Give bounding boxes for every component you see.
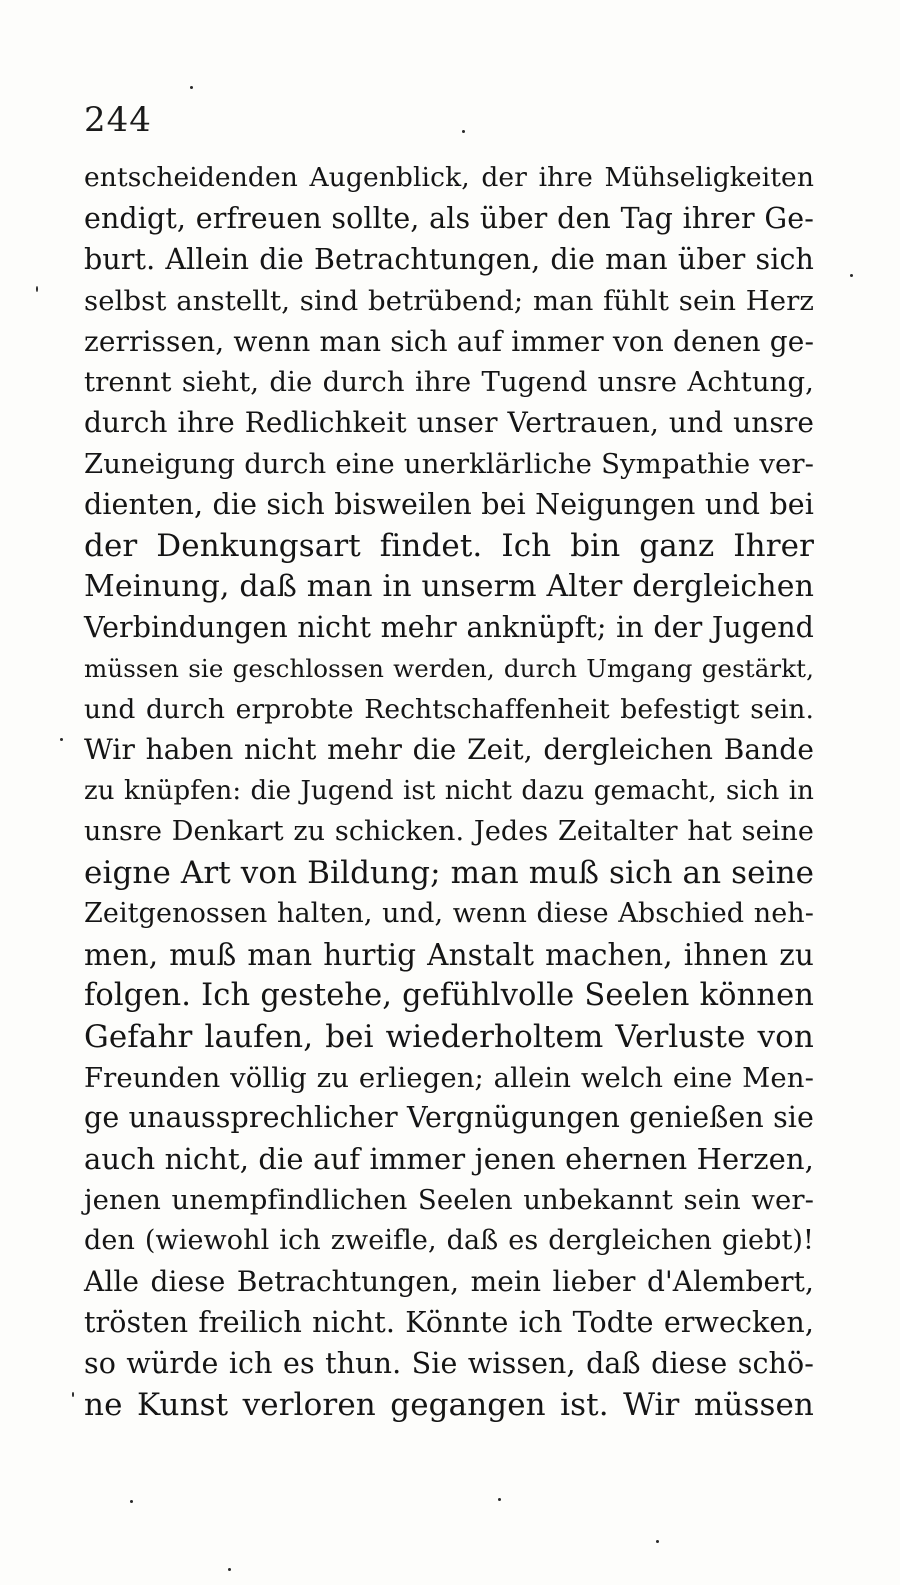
text-line: burt. Allein die Betrachtungen, die man über sich [84, 242, 814, 276]
scan-speck [850, 274, 853, 277]
text-line: auch nicht, die auf immer jenen ehernen Herzen, [84, 1142, 814, 1177]
text-line: endigt, erfreuen sollte, als über den Tag ihrer Ge- [84, 201, 814, 235]
text-line: Meinung, daß man in unserm Alter dergleichen [84, 568, 814, 604]
text-line: Wir haben nicht mehr die Zeit, dergleichen Bande [84, 733, 814, 767]
text-line: Gefahr laufen, bei wiederholtem Verluste von [84, 1018, 814, 1055]
text-line: Zuneigung durch eine unerklärliche Sympathie ver- [84, 448, 814, 481]
text-line: jenen unempfindlichen Seelen unbekannt sein wer- [84, 1184, 814, 1217]
text-line: zu knüpfen: die Jugend ist nicht dazu gemacht, sich in [84, 776, 814, 807]
text-line: men, muß man hurtig Anstalt machen, ihnen zu [84, 937, 814, 972]
scan-speck [498, 1498, 501, 1501]
text-line: dienten, die sich bisweilen bei Neigungen und bei [84, 488, 814, 522]
text-line: Zeitgenossen halten, und, wenn diese Abschied neh- [84, 898, 814, 930]
scan-speck [462, 130, 465, 133]
text-line: so würde ich es thun. Sie wissen, daß diese schö- [84, 1346, 814, 1380]
text-line: trösten freilich nicht. Könnte ich Todte erwecken, [84, 1305, 814, 1339]
text-line: entscheidenden Augenblick, der ihre Mühseligkeiten [84, 162, 814, 193]
text-line: eigne Art von Bildung; man muß sich an seine [84, 855, 815, 892]
text-line: den (wiewohl ich zweifle, daß es dergleichen giebt)! [84, 1225, 814, 1257]
text-line: ge unaussprechlicher Vergnügungen genießen sie [84, 1101, 814, 1135]
page-number: 244 [84, 100, 152, 140]
scan-speck [130, 1500, 133, 1503]
text-line: ne Kunst verloren gegangen ist. Wir müssen [84, 1386, 814, 1423]
scan-speck [228, 1568, 231, 1571]
text-line: trennt sieht, die durch ihre Tugend unsre Achtung, [84, 366, 814, 399]
scan-speck [60, 738, 63, 741]
text-line: durch ihre Redlichkeit unser Vertrauen, und unsre [84, 406, 814, 440]
text-line: zerrissen, wenn man sich auf immer von denen ge- [84, 324, 814, 358]
text-line: Alle diese Betrachtungen, mein lieber d'Alembert, [84, 1265, 814, 1299]
scan-speck [190, 86, 193, 89]
text-line: der Denkungsart findet. Ich bin ganz Ihrer [84, 528, 814, 565]
text-line: unsre Denkart zu schicken. Jedes Zeitalter hat seine [84, 816, 814, 848]
scan-speck [656, 1540, 659, 1543]
text-line: Verbindungen nicht mehr anknüpft; in der Jugend [84, 610, 814, 644]
text-line: folgen. Ich gestehe, gefühlvolle Seelen können [84, 977, 814, 1013]
text-line: und durch erprobte Rechtschaffenheit befestigt sein. [84, 693, 814, 725]
body-text [84, 158, 814, 1426]
scan-speck [72, 1392, 74, 1397]
text-line: selbst anstellt, sind betrübend; man fühlt sein Herz [84, 284, 814, 317]
text-line: müssen sie geschlossen werden, durch Umgang gestärkt, [84, 653, 814, 683]
text-line: Freunden völlig zu erliegen; allein welch eine Men- [84, 1061, 814, 1094]
scan-speck [36, 286, 38, 292]
